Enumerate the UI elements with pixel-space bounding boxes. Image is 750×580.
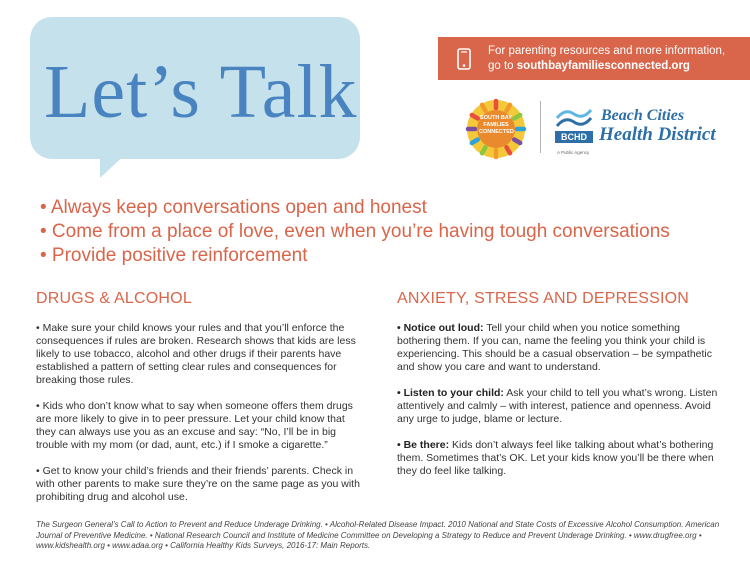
sbf-line-1: SOUTH BAY bbox=[480, 115, 512, 121]
banner-prefix: go to bbox=[488, 59, 514, 72]
bchd-name-line-1: Beach Cities bbox=[601, 107, 685, 124]
anxiety-item-text: Ask your child to tell you what’s wrong. Listen attentively and calmly – with interest, patience and openness. Avoid any urge to judge, blame or lecture. bbox=[397, 387, 718, 425]
footer-citations: The Surgeon General’s Call to Action to Prevent and Reduce Underage Drinking. • Alcohol-Related Disease Impact. 2010 National and State Costs of Excessive Alcohol Consumption. American Journal of Preventive Medicine. • National Research Council and Institute of Medicine Committee on Developing a Strategy to Reduce and Prevent Underage Drinking. • www.drugfree.org • www.kidshealth.org • www.adaa.org • California Healthy Kids Surveys, 2016-17: Main Reports. bbox=[36, 520, 720, 550]
banner-line-1: For parenting resources and more information, bbox=[488, 44, 726, 57]
anxiety-item-lead: • Be there: bbox=[397, 439, 450, 451]
key-point: • Come from a place of love, even when you’re having tough conversations bbox=[40, 221, 670, 242]
anxiety-heading: ANXIETY, STRESS AND DEPRESSION bbox=[397, 290, 690, 307]
resource-banner bbox=[438, 37, 750, 80]
phone-icon bbox=[450, 48, 478, 70]
anxiety-item bbox=[397, 439, 725, 478]
banner-text bbox=[488, 44, 725, 74]
drugs-paragraph: • Kids who don’t know what to say when someone offers them drugs are more likely to give in to peer pressure. Let your child know that they can always use you as an excuse and say: “No, I’ll be in big trouble with my mom (or dad, aunt, etc.) if I smoke a cigarette.” bbox=[36, 400, 353, 451]
drugs-paragraph: • Get to know your child’s friends and their friends’ parents. Check in with other parents to make sure they’re on the same page as you with prohibiting drug and alcohol use. bbox=[36, 465, 360, 503]
sbf-line-3: CONNECTED bbox=[479, 129, 514, 135]
bchd-name-line-2: Health District bbox=[599, 124, 716, 145]
sbf-line-2: FAMILIES bbox=[483, 122, 509, 128]
key-point: • Provide positive reinforcement bbox=[40, 245, 308, 266]
speech-bubble-tail bbox=[100, 150, 130, 178]
logo-divider bbox=[540, 101, 541, 153]
anxiety-item-text: Kids don’t always feel like talking about what’s bothering them. Sometimes that’s OK. Let your kids know you’ll be there when they do feel like talking. bbox=[397, 439, 714, 477]
drugs-paragraph: • Make sure your child knows your rules and that you’ll enforce the consequences if rules are broken. Research shows that kids are less likely to use tobacco, alcohol and other drugs if their parents have established a pattern of setting clear rules and consequences for breaking those rules. bbox=[36, 322, 356, 386]
anxiety-item bbox=[397, 322, 725, 374]
banner-line-2 bbox=[488, 59, 725, 74]
sbf-logo-text bbox=[479, 115, 513, 136]
key-points-list bbox=[40, 196, 670, 268]
anxiety-section bbox=[397, 290, 725, 491]
bchd-abbr: BCHD bbox=[555, 131, 593, 143]
key-point: • Always keep conversations open and honest bbox=[40, 197, 427, 218]
bchd-subtitle: A Public Agency bbox=[557, 150, 590, 155]
page-title: Let’s Talk bbox=[44, 50, 358, 134]
drugs-alcohol-heading: DRUGS & ALCOHOL bbox=[36, 290, 192, 307]
anxiety-item-lead: • Listen to your child: bbox=[397, 387, 504, 399]
anxiety-item-lead: • Notice out loud: bbox=[397, 322, 484, 334]
anxiety-item bbox=[397, 387, 725, 426]
drugs-alcohol-section bbox=[36, 290, 364, 517]
website-link[interactable]: southbayfamiliesconnected.org bbox=[516, 59, 690, 72]
logos bbox=[465, 98, 735, 158]
anxiety-item-text: Tell your child when you notice something bothering them. If you can, name the feeling you think your child is experiencing. This should be a casual observation – be sympathetic and show you care and want to understand. bbox=[397, 322, 712, 373]
